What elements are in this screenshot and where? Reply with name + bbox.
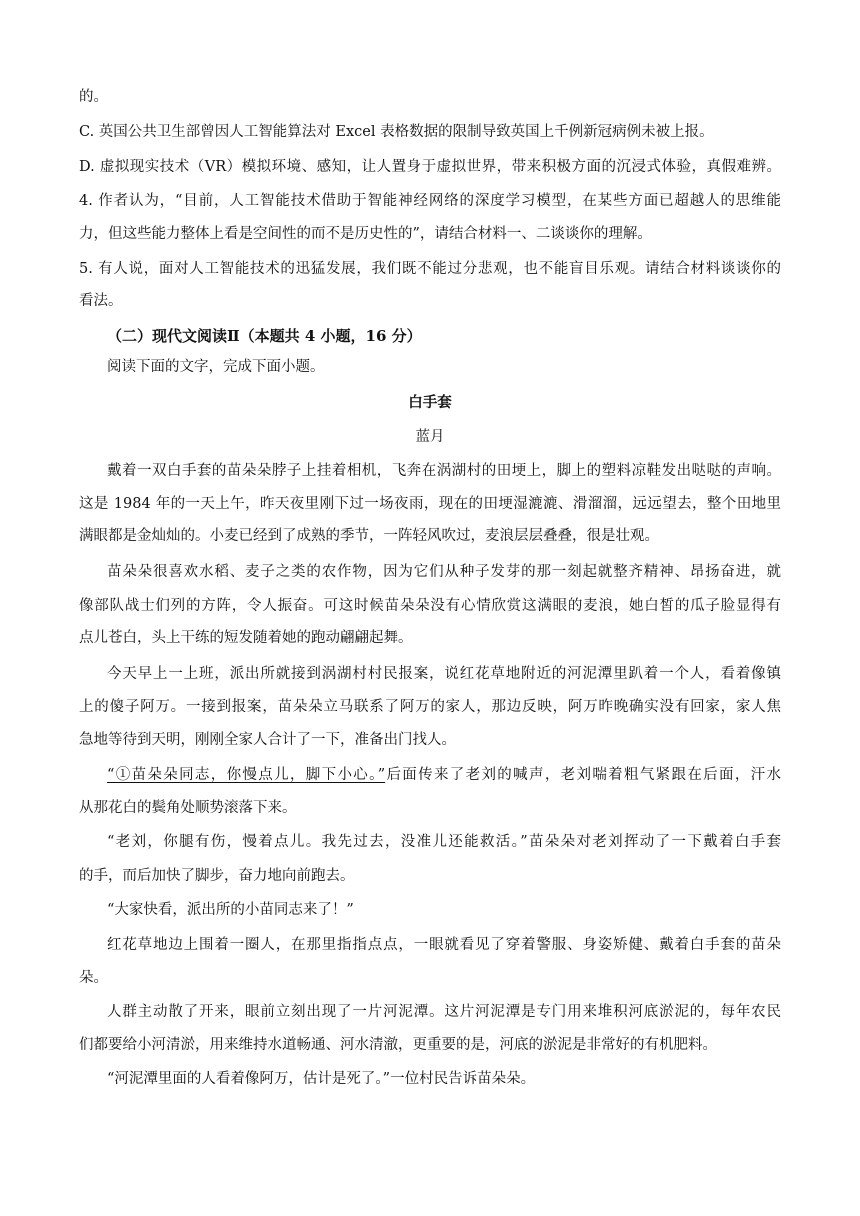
text-line: 的。 [79,89,108,105]
paragraph-line: 这是 1984 年的一天上午，昨天夜里刚下过一场夜雨，现在的田埂湿漉漉、滑溜溜，远远望去，整个田地里 [79,496,781,512]
paragraph-line: 人群主动散了开来，眼前立刻出现了一片河泥潭。这片河泥潭是专门用来堆积河底淤泥的，每年农民 [107,1004,781,1020]
paragraph-line: “大家快看，派出所的小苗同志来了！” [107,902,354,918]
paragraph-line: 戴着一双白手套的苗朵朵脖子上挂着相机，飞奔在涡湖村的田埂上，脚上的塑料凉鞋发出哒哒的声响。 [107,463,781,479]
paragraph-line [107,765,781,785]
section-heading: （二）现代文阅读Ⅱ（本题共 4 小题，16 分） [107,327,422,345]
story-author: 蓝月 [415,429,445,445]
story-title: 白手套 [408,394,452,411]
question-5: 5. 有人说，面对人工智能技术的迅猛发展，我们既不能过分悲观，也不能盲目乐观。请结合材料谈谈你的 [79,261,781,277]
paragraph-line: 从那花白的鬓角处顺势滚落下来。 [79,800,297,816]
paragraph-text: 后面传来了老刘的喊声，老刘喘着粗气紧跟在后面，汗水 [385,767,782,783]
paragraph-line: 急地等待到天明，刚刚全家人合计了一下，准备出门找人。 [79,732,456,748]
paragraph-line: 上的傻子阿万。一接到报案，苗朵朵立马联系了阿万的家人，那边反映，阿万昨晚确实没有回家，家人焦 [79,699,781,715]
paragraph-line: 红花草地边上围着一圈人，在那里指指点点，一眼就看见了穿着警服、身姿矫健、戴着白手套的苗朵 [107,937,781,953]
question-5-cont: 看法。 [79,293,123,309]
paragraph-line: “河泥潭里面的人看着像阿万，估计是死了。”一位村民告诉苗朵朵。 [107,1071,536,1087]
paragraph-line: 点儿苍白，头上干练的短发随着她的跑动翩翩起舞。 [79,630,413,646]
paragraph-line: 苗朵朵很喜欢水稻、麦子之类的农作物，因为它们从种子发芽的那一刻起就整齐精神、昂扬奋进，就 [107,564,781,580]
instruction: 阅读下面的文字，完成下面小题。 [107,359,325,375]
question-4: 4. 作者认为，“目前，人工智能技术借助于智能神经网络的深度学习模型，在某些方面已超越人的思维能 [79,193,781,209]
paragraph-line: 像部队战士们列的方阵，令人振奋。可这时候苗朵朵没有心情欣赏这满眼的麦浪，她白皙的瓜子脸显得有 [79,598,781,614]
option-c: C. 英国公共卫生部曾因人工智能算法对 Excel 表格数据的限制导致英国上千例新冠病例未被上报。 [79,124,714,140]
paragraph-line: 今天早上一上班，派出所就接到涡湖村村民报案，说红花草地附近的河泥潭里趴着一个人，看着像镇 [107,666,781,682]
paragraph-line: 朵。 [79,970,108,986]
paragraph-line: 们都要给小河清淤，用来维持水道畅通、河水清澈，更重要的是，河底的淤泥是非常好的有机肥料。 [79,1037,717,1053]
question-4-cont: 力，但这些能力整体上看是空间性的而不是历史性的”，请结合材料一、二谈谈你的理解。 [79,226,652,242]
paragraph-line: 的手，而后加快了脚步，奋力地向前跑去。 [79,868,355,884]
paragraph-line: 满眼都是金灿灿的。小麦已经到了成熟的季节，一阵轻风吹过，麦浪层层叠叠，很是壮观。 [79,528,659,544]
paragraph-line: “老刘，你腿有伤，慢着点儿。我先过去，没准儿还能救活。”苗朵朵对老刘挥动了一下戴着白手套 [107,834,781,850]
underlined-sentence-1: “①苗朵朵同志，你慢点儿，脚下小心。” [107,767,386,783]
option-d: D. 虚拟现实技术（VR）模拟环境、感知，让人置身于虚拟世界，带来积极方面的沉浸式体验，真假难辨。 [79,159,781,175]
